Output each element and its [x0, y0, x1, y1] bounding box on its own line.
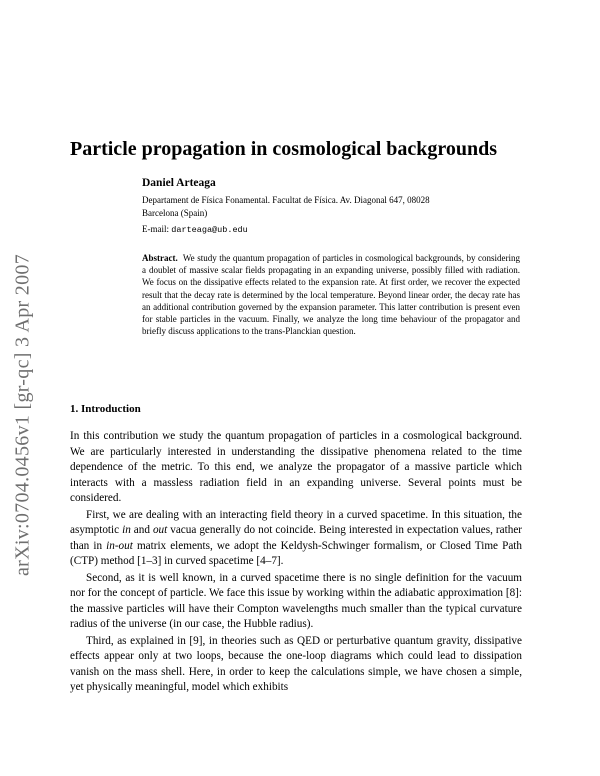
affiliation — [142, 194, 532, 220]
paragraph: Third, as explained in [9], in theories such as QED or perturbative quantum gravity, dissipative effects appear only at two loops, because the one-loop diagrams which could lead to dissipation vanish on the mass shell. Here, in order to keep the calculations simple, we have chosen a simple, yet physically meaningful, model which exhibits — [70, 634, 522, 693]
paper-title: Particle propagation in cosmological backgrounds — [70, 138, 498, 160]
paragraph: In this contribution we study the quantum propagation of particles in a cosmological background. We are particularly interested in understanding the dissipative phenomena related to the time dependence of the metric. To this end, we analyze the propagator of a massive particle which interacts with a massless radiation field in an expanding universe. Several points must be considered. — [70, 430, 522, 504]
body-text — [70, 429, 522, 696]
email-address[interactable]: darteaga@ub.edu — [171, 225, 248, 235]
email-label: E-mail: — [142, 224, 169, 234]
author-name: Daniel Arteaga — [142, 177, 216, 189]
paragraph: Second, as it is well known, in a curved spacetime there is no single definition for the vacuum nor for the concept of particle. We face this issue by working within the adiabatic approximation [8]: the massive particles will have their Compton wavelengths much smaller than the typical curvature radius of the universe (in our case, the Hubble radius). — [70, 571, 522, 630]
arxiv-sidebar-stamp — [8, 200, 38, 630]
abstract-text: We study the quantum propagation of particles in cosmological backgrounds, by considering a doublet of massive scalar fields propagating in an expanding universe, possibly filled with radiation. We focus on the dissipative effects related to the expansion rate. At first order, we recover the expected result that the decay rate is determined by the local temperature. Beyond linear order, the decay rate has an additional contribution governed by the expansion parameter. This latter contribution is present even for stable particles in the vacuum. Finally, we analyze the long time behaviour of the propagator and briefly discuss applications to the trans-Planckian question. — [142, 253, 520, 337]
text-run: and — [130, 524, 153, 536]
email-line — [142, 224, 248, 235]
text-run: matrix elements, we adopt the Keldysh-Schwinger formalism, or Closed Time Path (CTP) method [1–3] in curved spacetime [4–7]. — [70, 539, 522, 567]
text-run-italic: in-out — [106, 539, 133, 552]
abstract-label: Abstract. — [142, 253, 178, 263]
text-run-italic: in — [122, 524, 131, 536]
affiliation-line: Barcelona (Spain) — [142, 208, 208, 218]
abstract — [142, 252, 520, 337]
arxiv-id: arXiv:0704.0456v1 [gr-qc] 3 Apr 2007 — [11, 253, 34, 577]
text-run-italic: out — [152, 524, 168, 536]
text-run: vacua generally do not coincide. Being interested in expectation values, rather than in — [70, 524, 523, 552]
section-heading: 1. Introduction — [70, 403, 141, 415]
paragraph — [70, 508, 522, 570]
text-run: First, we are dealing with an interacting field theory in a curved spacetime. In this situation, the asymptotic — [70, 508, 522, 536]
affiliation-line: Departament de Física Fonamental. Facultat de Física. Av. Diagonal 647, 08028 — [142, 195, 430, 205]
